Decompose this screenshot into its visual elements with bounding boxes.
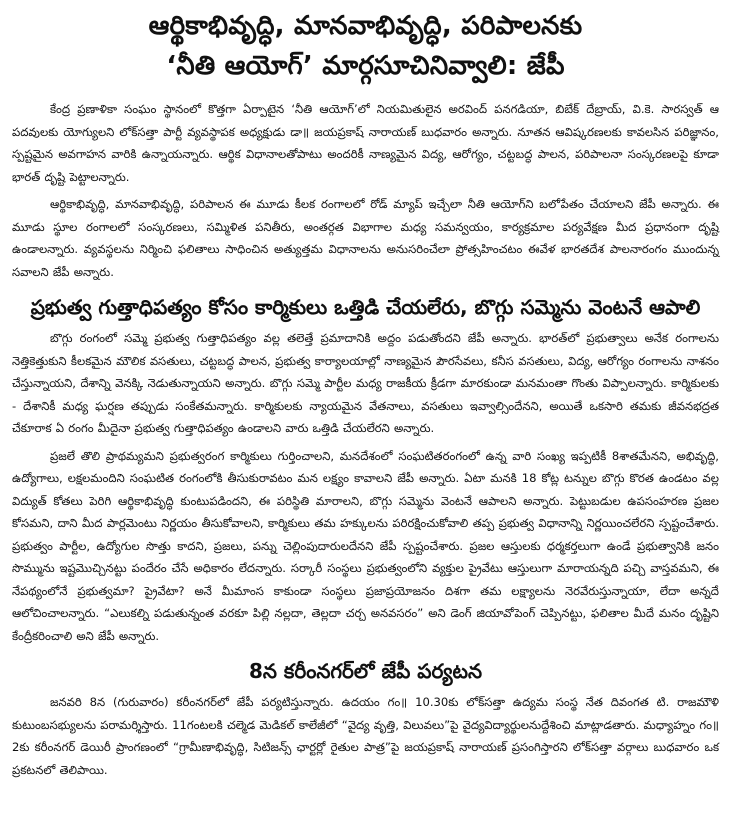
article-title-line2: ‘నీతి ఆయోగ్’ మార్గసూచినివ్వాలి: జేపీ [166,51,565,81]
intro-section [12,98,719,283]
article-title-line1: ఆర్థికాభివృద్ధి, మానవాభివృద్ధి, పరిపాలనకు [148,11,583,41]
karimnagar-visit-paragraph: జనవరి 8న (గురువారం) కరీంనగర్‌లో జేపీ పర్యటిస్తున్నారు. ఉదయం గం॥ 10.30కు లోక్‌సత్తా ఉద్యమ సంస్థ నేత దివంగత టి. రాజమౌళి కుటుంబసభ్యులను పరామర్శిస్తారు. 11గంటలకి చల్మెడ మెడికల్ కాలేజీలో “వైద్య వృత్తి, విలువలు”పై వైద్యవిద్యార్థులనుద్దేశించి మాట్లాడతారు. మధ్యాహ్నం గం॥ 2కు కరీంనగర్ డెయిరీ ప్రాంగణంలో “గ్రామీణాభివృద్ధి, సిటిజన్స్ ఛార్టర్లో రైతుల పాత్ర”పై జయప్రకాష్ నారాయణ్ ప్రసంగిస్తారని లోక్‌సత్తా వర్గాలు బుధవారం ఒక ప్రకటనలో తెలిపాయి. [12,695,719,777]
article-title [12,6,719,86]
intro-paragraph-2: ఆర్థికాభివృద్ధి, మానవాభివృద్ధి, పరిపాలన ఈ మూడు కీలక రంగాలలో రోడ్ మ్యాప్ ఇచ్చేలా నీతి ఆయోగ్‌ని బలోపేతం చేయాలని జేపీ అన్నారు. ఈ మూడు స్థూల రంగాలలో సంస్కరణలు, సమ్మిళిత పనితీరు, అంతర్గత విభాగాల మధ్య సమన్వయం, కార్యక్రమాల పర్యవేక్షణ మీద ప్రధానంగా దృష్టి ఉండాలన్నారు. వ్యవస్థలను నిర్మించి ఫలితాలు సాధించిన అత్యుత్తమ విధానాలను అనుసరించేలా ప్రోత్సహించటం ఈవేళ భారతదేశ పాలనారంగం ముందున్న సవాలని జేపీ అన్నారు. [12,197,719,279]
coal-strike-paragraph-1: బొగ్గు రంగంలో సమ్మె ప్రభుత్వ గుత్తాధిపత్యం వల్ల తలెత్తే ప్రమాదానికి అద్దం పడుతోందని జేపీ అన్నారు. భారత్‌లో ప్రభుత్వాలు అనేక రంగాలను నెత్తికెత్తుకుని కీలకమైన మౌలిక వసతులు, చట్టబద్ధ పాలన, ప్రభుత్వ కార్యాలయాల్లో నాణ్యమైన పౌరసేవలు, కనీస వసతులు, విద్య, ఆరోగ్యం రంగాలను నాశనం చేస్తున్నాయని, దేశాన్ని వెనక్కి నెడుతున్నాయని అన్నారు. బొగ్గు సమ్మె పార్టీల మధ్య రాజకీయ క్రీడగా మారకుండా మనమంతా గొంతు విప్పాలన్నారు. కార్మికులకు - దేశానికీ మధ్య ఘర్షణ తప్పుడు సంకేతమన్నారు. కార్మికులకు న్యాయమైన వేతనాలు, వసతులు ఇవ్వాల్సిందేనని, అయితే ఒకసారి తమకు జీవనభద్రత చేకూరాక ఏ రంగం మీదైనా ప్రభుత్వ గుత్తాధిపత్యం ఉండాలని వారు ఒత్తిడి చేయలేరని అన్నారు. [12,331,719,435]
intro-paragraph-1: కేంద్ర ప్రణాళికా సంఘం స్థానంలో కొత్తగా ఏర్పాటైన ‘నీతి ఆయోగ్’లో నియమితులైన అరవింద్ పనగడియా, బిబేక్ దేబ్రాయ్, వి.కె. సారస్వత్ ఆ పదవులకు యోగ్యులని లోక్‌సత్తా పార్టీ వ్యవస్థాపక అధ్యక్షుడు డా॥ జయప్రకాష్ నారాయణ్ బుధవారం అన్నారు. నూతన ఆవిష్కరణలకు కావలసిన పరిజ్ఞానం, స్పష్టమైన అవగాహన వారికి ఉన్నాయన్నారు. ఆర్థిక విధానాలతోపాటు అందరికీ నాణ్యమైన విద్య, ఆరోగ్యం, చట్టబద్ధ పాలన, పరిపాలనా సంస్కరణలపై కూడా భారత్ దృష్టి పెట్టాలన్నారు. [12,102,719,184]
coal-strike-heading: ప్రభుత్వ గుత్తాధిపత్యం కోసం కార్మికులు ఒత్తిడి చేయలేరు, బొగ్గు సమ్మెను వెంటనే ఆపాలి [30,295,701,319]
karimnagar-visit-section [12,657,719,781]
karimnagar-visit-heading: 8న కరీంనగర్‌లో జేపీ పర్యటన [249,659,482,683]
coal-strike-section [12,293,719,647]
coal-strike-paragraph-2: ప్రజలే తొలి ప్రాథమ్యమని ప్రభుత్వరంగ కార్మికులు గుర్తించాలని, మనదేశంలో సంఘటితరంగంలో ఉన్న వారి సంఖ్య ఇప్పటికీ 8శాతమేనని, అభివృద్ధి, ఉద్యోగాలు, లక్షలమందిని సంఘటిత రంగంలోకి తీసుకురావటం మన లక్ష్యం కావాలని జేపీ అన్నారు. ఏటా మనకి 18 కోట్ల టన్నుల బొగ్గు కొరత ఉండటం వల్ల విద్యుత్ కోతలు పెరిగి ఆర్థికాభివృద్ధి కుంటుపడిందని, ఈ పరిస్థితి మారాలని, బొగ్గు సమ్మెను వెంటనే ఆపాలని అన్నారు. పెట్టుబడుల ఉపసంహరణ ప్రజల కోసమని, దాని మీద పార్లమెంటు నిర్ణయం తీసుకోవాలని, కార్మికులు తమ హక్కులను పరిరక్షించుకోవాలి తప్ప ప్రభుత్వ విధానాన్ని నిర్ణయించలేరని స్పష్టంచేశారు. ప్రభుత్వం పార్టీల, ఉద్యోగుల సొత్తు కాదని, ప్రజలు, పన్ను చెల్లింపుదారులదేనని జేపీ స్పష్టంచేశారు. ప్రజల ఆస్తులకు ధర్మకర్తలుగా ఉండే ప్రభుత్వానికి జనం సొమ్మును ఇష్టమొచ్చినట్టు పందేరం చేసే అధికారం లేదన్నారు. సర్కారీ సంస్థలు ప్రభుత్వంలోని వ్యక్తుల ప్రైవేటు ఆస్తులుగా మారాయన్నది పచ్చి వాస్తవమని, ఈ నేపథ్యంలోనే ప్రభుత్వమా? ప్రైవేటా? అనే మీమాంస కాకుండా సంస్థలు ప్రజాప్రయోజనం దిశగా తమ లక్ష్యాలను నెరవేరుస్తున్నాయా, లేదా అన్నదే ఆలోచించాలన్నారు. “ఎలుకల్ని పడుతున్నంత వరకూ పిల్లి నల్లదా, తెల్లదా చర్చ అనవసరం” అని డెంగ్ జియావోపెంగ్ చెప్పినట్టు, ఫలితాల మీదే మనం దృష్టిని కేంద్రీకరించాలి అని జేపీ అన్నారు. [12,448,719,643]
